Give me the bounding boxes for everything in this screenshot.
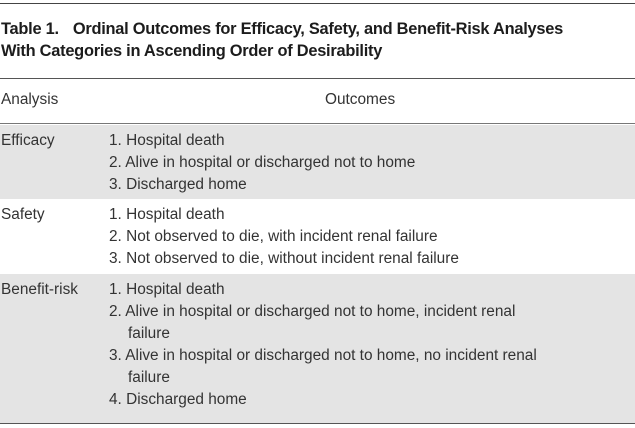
outcome-item-continuation: failure	[128, 325, 170, 342]
table-title-text-2: With Categories in Ascending Order of Desirability	[1, 42, 383, 60]
outcome-item: 1. Hospital death	[109, 206, 225, 223]
outcome-item-line: 4. Discharged home	[109, 391, 247, 408]
outcome-item: 3. Discharged home	[109, 176, 247, 193]
table-title-line-1	[1, 18, 633, 40]
analysis-cell: Efficacy	[1, 132, 55, 149]
outcomes-cell	[109, 204, 629, 270]
column-header-outcomes: Outcomes	[325, 91, 396, 108]
table-title-text-1: Ordinal Outcomes for Efficacy, Safety, and Benefit-Risk Analyses	[72, 20, 563, 38]
table-row-safety	[0, 199, 635, 273]
top-rule	[0, 3, 635, 4]
outcome-item	[109, 345, 629, 389]
outcome-item: 2. Alive in hospital or discharged not to home	[109, 154, 416, 171]
outcome-item	[109, 389, 629, 411]
outcome-item-line: 2. Alive in hospital or discharged not to home, incident renal	[109, 303, 516, 320]
table-row-benefit-risk	[0, 274, 635, 424]
outcome-item-line: 3. Alive in hospital or discharged not to home, no incident renal	[109, 347, 537, 364]
table-row-efficacy	[0, 125, 635, 199]
outcome-item: 2. Not observed to die, with incident renal failure	[109, 228, 438, 245]
table-title	[1, 18, 633, 62]
table-number: Table 1.	[1, 20, 59, 38]
outcomes-cell	[109, 279, 629, 411]
outcome-item: 3. Not observed to die, without incident renal failure	[109, 250, 459, 267]
outcome-item-continuation: failure	[128, 369, 170, 386]
table-header-row	[0, 78, 635, 124]
analysis-cell: Safety	[1, 206, 45, 223]
outcome-item-line: 1. Hospital death	[109, 281, 225, 298]
outcome-item	[109, 279, 629, 301]
outcome-item: 1. Hospital death	[109, 132, 225, 149]
analysis-cell: Benefit-risk	[1, 281, 78, 298]
outcome-item	[109, 301, 629, 345]
column-header-analysis: Analysis	[1, 91, 59, 108]
outcomes-cell	[109, 130, 629, 196]
